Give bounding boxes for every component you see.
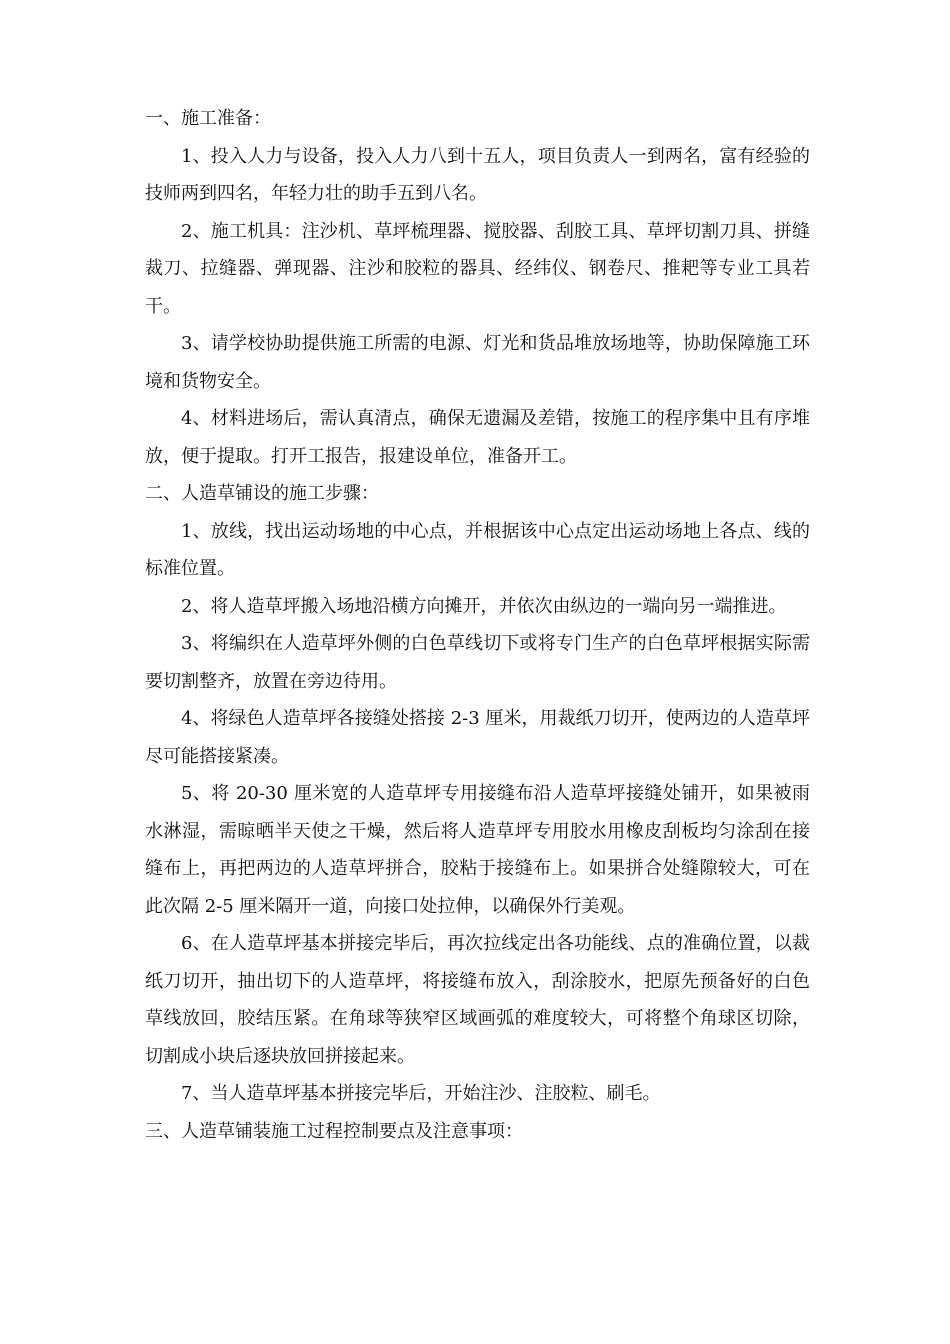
paragraph: 4、材料进场后，需认真清点，确保无遗漏及差错，按施工的程序集中且有序堆放，便于提取。打开工报告，报建设单位，准备开工。 xyxy=(145,408,810,467)
paragraph: 4、将绿色人造草坪各接缝处搭接 2-3 厘米，用裁纸刀切开，使两边的人造草坪尽可能搭接紧凑。 xyxy=(145,708,810,767)
section-heading-steps: 二、人造草铺设的施工步骤： xyxy=(145,483,379,504)
paragraph: 1、放线，找出运动场地的中心点，并根据该中心点定出运动场地上各点、线的标准位置。 xyxy=(145,520,810,579)
paragraph: 3、将编织在人造草坪外侧的白色草线切下或将专门生产的白色草坪根据实际需要切割整齐，放置在旁边待用。 xyxy=(145,633,810,692)
section-heading-control-points: 三、人造草铺装施工过程控制要点及注意事项： xyxy=(145,1120,523,1142)
paragraph: 2、将人造草坪搬入场地沿横方向摊开，并依次由纵边的一端向另一端推进。 xyxy=(181,595,787,617)
paragraph: 5、将 20-30 厘米宽的人造草坪专用接缝布沿人造草坪接缝处铺开，如果被雨水淋湿，需晾晒半天使之干燥，然后将人造草坪专用胶水用橡皮刮板均匀涂刮在接缝布上，再把两边的人造草坪拼合，胶粘于接缝布上。如果拼合处缝隙较大，可在此次隔 2-5 厘米隔开一道，向接口处拉伸，以确保外行美观。 xyxy=(145,783,810,917)
document-body xyxy=(145,100,810,1150)
paragraph: 3、请学校协助提供施工所需的电源、灯光和货品堆放场地等，协助保障施工环境和货物安全。 xyxy=(145,333,810,392)
paragraph: 1、投入人力与设备，投入人力八到十五人，项目负责人一到两名，富有经验的技师两到四名，年轻力壮的助手五到八名。 xyxy=(145,145,810,204)
paragraph: 7、当人造草坪基本拼接完毕后，开始注沙、注胶粒、刷毛。 xyxy=(181,1083,661,1104)
section-heading-preparation: 一、施工准备： xyxy=(145,108,271,129)
paragraph: 6、在人造草坪基本拼接完毕后，再次拉线定出各功能线、点的准确位置，以裁纸刀切开，抽出切下的人造草坪，将接缝布放入，刮涂胶水，把原先预备好的白色草线放回，胶结压紧。在角球等狭窄区域画弧的难度较大，可将整个角球区切除，切割成小块后逐块放回拼接起来。 xyxy=(145,933,810,1067)
paragraph: 2、施工机具：注沙机、草坪梳理器、搅胶器、刮胶工具、草坪切割刀具、拼缝裁刀、拉缝器、弹现器、注沙和胶粒的器具、经纬仪、钢卷尺、推耙等专业工具若干。 xyxy=(145,220,810,317)
